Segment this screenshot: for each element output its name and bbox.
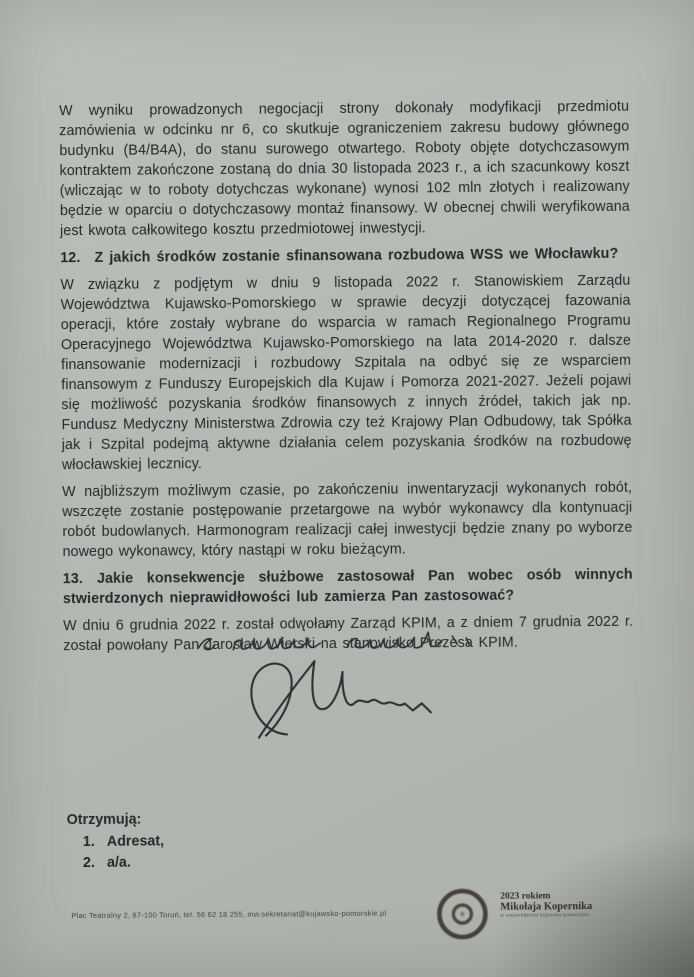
question-12-heading <box>60 244 630 268</box>
logo-line-year: 2023 rokiem <box>500 891 551 902</box>
footer-address: Plac Teatralny 2, 87-100 Toruń, tel. 56 62 18 255, mw.sekretariat@kujawsko-pomorskie.pl <box>71 908 387 921</box>
paragraph-negotiations: W wyniku prowadzonych negocjacji strony dokonały modyfikacji przedmiotu zamówienia w odcinku nr 6, co skutkuje ograniczeniem zakresu budowy głównego budynku (B4/B4A), do stanu surowego otwartego. Roboty objęte dotychczasowym kontraktem zakończone zostaną do dnia 30 listopada 2023 r., a ich szacunkowy koszt (wliczając w to roboty dotychczas wykonane) wynosi 102 mln złotych i realizowany będzie w oparciu o dotychczasowy montaż finansowy. W obecnej chwili weryfikowana jest kwota całkowitego kosztu przedmiotowej inwestycji. <box>59 98 630 240</box>
question-12-text: Z jakich środków zostanie sfinansowana rozbudowa WSS we Włocławku? <box>94 245 619 266</box>
handwritten-closing-note <box>198 623 469 650</box>
logo-line-region: w województwie kujawsko-pomorskim <box>500 913 590 919</box>
distribution-item <box>67 831 164 853</box>
question-13-number: 13. <box>62 571 84 588</box>
answer-12-paragraph-1: W związku z podjętym w dniu 9 listopada 2022 r. Stanowiskiem Zarządu Województwa Kujawsko-Pomorskiego w sprawie decyzji dotyczącej fazowania operacji, które zostały wybrane do wsparcia w ramach Regionalnego Programu Operacyjnego Województwa Kujawsko-Pomorskiego na lata 2014-2020 r. dalsze finansowanie modernizacji i rozbudowy Szpitala na odbyć się ze wsparciem finansowym z Funduszy Europejskich dla Kujaw i Pomorza 2021-2027. Jeżeli pojawi się możliwość pozyskania środków finansowych z innych źródeł, takich jak np. Fundusz Medyczny Ministerstwa Zdrowia czy też Krajowy Plan Odbudowy, tak Spółka jak i Szpital podejmą aktywne działania celem pozyskania środków na rozbudowę włocławskiej lecznicy. <box>60 272 632 474</box>
handwritten-closing-and-signature <box>151 611 492 754</box>
copernicus-anniversary-seal-icon <box>433 885 491 943</box>
answer-12-paragraph-2: W najbliższym możliwym czasie, po zakończeniu inwentaryzacji wykonanych robót, wszczęte zostanie postępowanie przetargowe na wybór wykonawcy dla kontynuacji robót budowlanych. Harmonogram realizacji całej inwestycji będzie znany po wyborze nowego wykonawcy, który nastąpi w roku bieżącym. <box>62 479 633 561</box>
distribution-item-number: 1. <box>82 833 95 850</box>
distribution-item <box>67 852 164 874</box>
question-13-text: Jakie konsekwencje służbowe zastosował Pan wobec osób winnych stwierdzonych nieprawidłowości lub zamierza Pan zastosować? <box>62 566 633 608</box>
question-12-number: 12. <box>60 250 81 267</box>
logo-line-name: Mikołaja Kopernika <box>500 901 593 913</box>
distribution-item-text: a/a. <box>106 854 131 871</box>
signature-scribble <box>251 660 431 737</box>
distribution-item-number: 2. <box>82 854 96 872</box>
letter-body <box>59 97 633 663</box>
question-13-heading <box>63 565 633 609</box>
answer-13-paragraph: W dniu 6 grudnia 2022 r. został odwołamy Zarząd KPIM, a z dniem 7 grudnia 2022 r. został powołany Pan Jarosław Wierski na stanowisko Prezesa KPIM. <box>63 613 634 655</box>
copernicus-anniversary-logo <box>500 891 650 920</box>
distribution-label: Otrzymują: <box>66 811 142 829</box>
distribution-item-text: Adresat, <box>106 832 165 850</box>
distribution-list <box>67 809 165 874</box>
